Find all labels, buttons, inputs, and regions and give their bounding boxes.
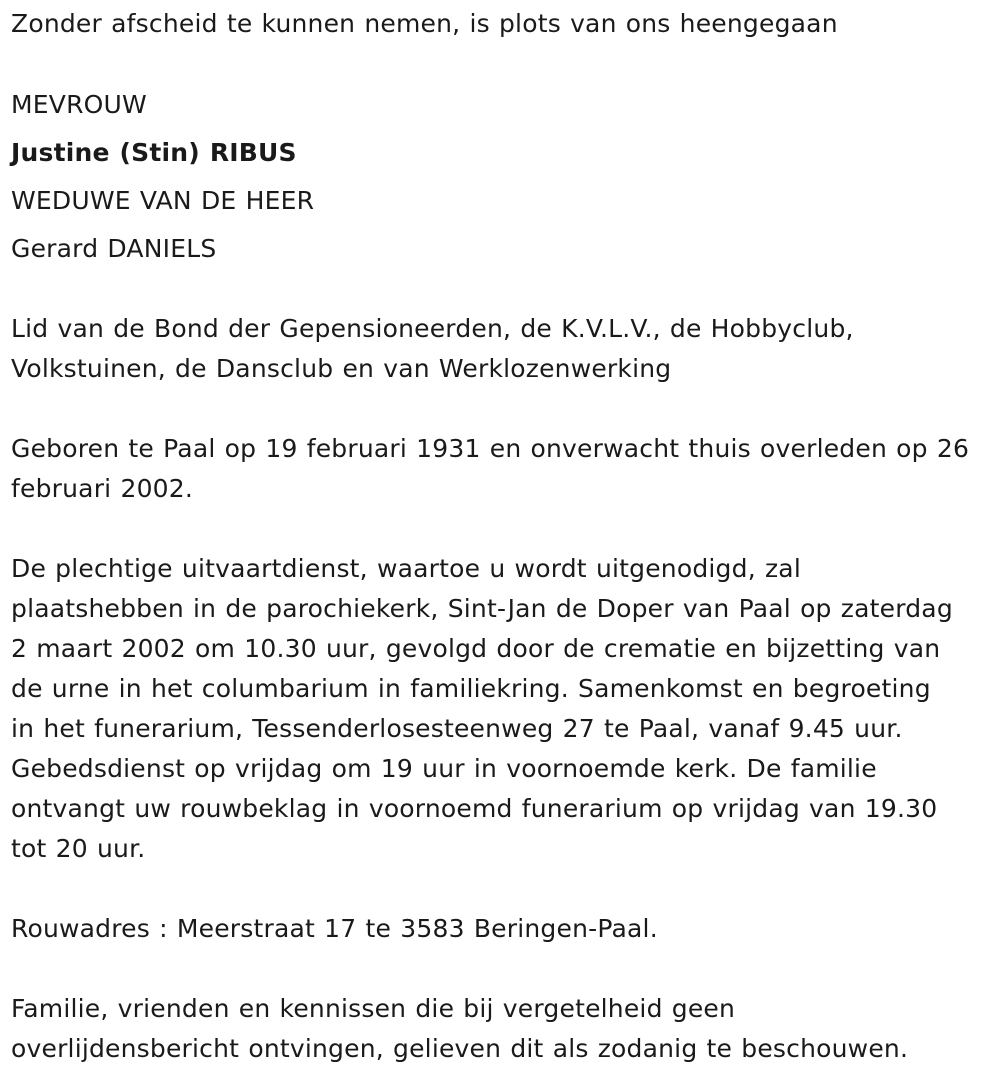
ceremony-line: in het funerarium, Tessenderlosesteenweg 27 te Paal, vanaf 9.45 uur. xyxy=(11,714,903,743)
ceremony-line: tot 20 uur. xyxy=(11,834,146,863)
membership-line: Volkstuinen, de Dansclub en van Werklozenwerking xyxy=(11,354,672,383)
closing-line: overlijdensbericht ontvingen, gelieven dit als zodanig te beschouwen. xyxy=(11,1034,909,1063)
ceremony-line: Gebedsdienst op vrijdag om 19 uur in voornoemde kerk. De familie xyxy=(11,754,877,783)
birth-death-line: Geboren te Paal op 19 februari 1931 en onverwacht thuis overleden op 26 xyxy=(11,434,970,463)
intro-text: Zonder afscheid te kunnen nemen, is plots van ons heengegaan xyxy=(11,9,838,38)
ceremony-line: de urne in het columbarium in familiekring. Samenkomst en begroeting xyxy=(11,674,931,703)
ceremony-line: ontvangt uw rouwbeklag in voornoemd funerarium op vrijdag van 19.30 xyxy=(11,794,938,823)
deceased-name: Justine (Stin) RIBUS xyxy=(11,138,297,167)
membership-line: Lid van de Bond der Gepensioneerden, de K.V.L.V., de Hobbyclub, xyxy=(11,314,854,343)
title-prefix: MEVROUW xyxy=(11,90,147,119)
ceremony-line: plaatshebben in de parochiekerk, Sint-Jan de Doper van Paal op zaterdag xyxy=(11,594,953,623)
spouse-name: Gerard DANIELS xyxy=(11,234,217,263)
ceremony-line: 2 maart 2002 om 10.30 uur, gevolgd door de crematie en bijzetting van xyxy=(11,634,941,663)
mourning-address: Rouwadres : Meerstraat 17 te 3583 Beringen-Paal. xyxy=(11,914,658,943)
birth-death-line: februari 2002. xyxy=(11,474,194,503)
relation-text: WEDUWE VAN DE HEER xyxy=(11,186,315,215)
ceremony-line: De plechtige uitvaartdienst, waartoe u wordt uitgenodigd, zal xyxy=(11,554,801,583)
closing-line: Familie, vrienden en kennissen die bij vergetelheid geen xyxy=(11,994,736,1023)
